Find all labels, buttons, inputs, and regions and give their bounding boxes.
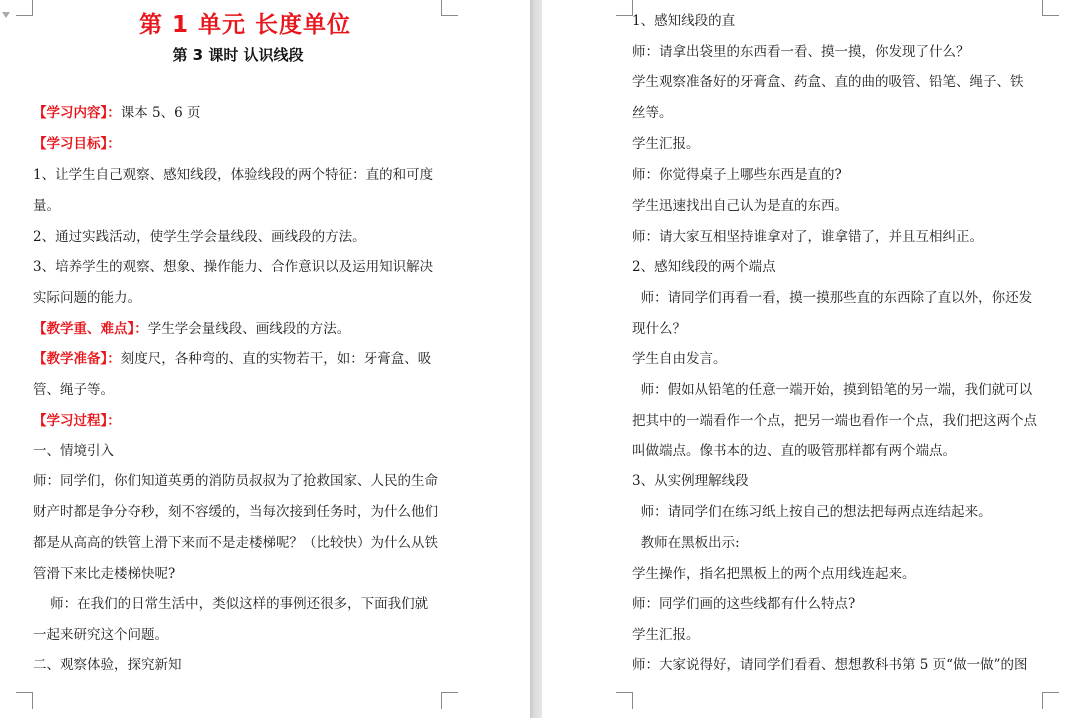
- line-text: 二、观察体验，探究新知: [33, 657, 182, 673]
- section-label: 【学习内容】：: [33, 105, 121, 121]
- line-text: 管、绳子等。: [33, 382, 114, 398]
- text-line: [33, 412, 121, 430]
- text-line: [33, 258, 433, 276]
- text-line: [33, 166, 433, 184]
- text-line: [33, 350, 431, 368]
- line-text: 2、通过实践活动，使学生学会量线段、画线段的方法。: [33, 229, 366, 245]
- line-text: 实际问题的能力。: [33, 290, 141, 306]
- text-line: 现什么？: [632, 321, 686, 337]
- text-line: 2、感知线段的两个端点: [632, 259, 776, 275]
- text-line: 师：你觉得桌子上哪些东西是直的?: [632, 167, 842, 183]
- text-line: [33, 503, 438, 521]
- section-label: 【教学重、难点】：: [33, 321, 148, 337]
- text-line: 学生观察准备好的牙膏盒、药盒、直的曲的吸管、铅笔、绳子、铁: [632, 74, 1024, 90]
- page-gap: [530, 0, 542, 718]
- line-text: 刻度尺，各种弯的、直的实物若干，如：牙膏盒、吸: [120, 351, 432, 367]
- crop-mark-icon: [16, 692, 33, 709]
- line-text: 一、情境引入: [33, 443, 114, 459]
- line-text: 量。: [33, 198, 60, 214]
- text-line: 学生汇报。: [632, 627, 700, 643]
- text-line: 1、感知线段的直: [632, 13, 736, 29]
- text-line: 学生汇报。: [632, 136, 700, 152]
- section-label: 【学习过程】：: [33, 413, 121, 429]
- text-line: 教师在黑板出示:: [632, 535, 740, 551]
- crop-mark-icon: [616, 692, 633, 709]
- text-line: 师：请大家互相坚持谁拿对了，谁拿错了，并且互相纠正。: [632, 229, 983, 245]
- line-text: 一起来研究这个问题。: [33, 627, 168, 643]
- line-text: 学生学会量线段、画线段的方法。: [147, 321, 351, 337]
- text-line: [33, 442, 114, 460]
- document-page-left: [0, 0, 530, 718]
- text-line: 师：请同学们在练习纸上按自己的想法把每两点连结起来。: [632, 504, 992, 520]
- text-line: [33, 197, 60, 215]
- text-line: 学生迅速找出自己认为是直的东西。: [632, 198, 848, 214]
- page-title: 第 1 单元 长度单位: [138, 12, 352, 38]
- line-text: 师：同学们，你们知道英勇的消防员叔叔为了抢救国家、人民的生命: [33, 473, 438, 489]
- line-text: 财产时都是争分夺秒，刻不容缓的，当每次接到任务时，为什么他们: [33, 504, 438, 520]
- text-line: [33, 104, 201, 122]
- text-line: [33, 595, 428, 613]
- text-line: 叫做端点。像书本的边、直的吸管那样都有两个端点。: [632, 443, 956, 459]
- text-line: [33, 320, 350, 338]
- section-label: 【教学准备】：: [33, 351, 121, 367]
- text-line: 把其中的一端看作一个点，把另一端也看作一个点，我们把这两个点: [632, 413, 1037, 429]
- line-text: 都是从高高的铁管上滑下来而不是走楼梯呢？（比较快）为什么从铁: [33, 535, 438, 551]
- text-line: 师：请同学们再看一看，摸一摸那些直的东西除了直以外，你还发: [632, 290, 1033, 306]
- text-line: [33, 565, 175, 583]
- text-line: 丝等。: [632, 105, 673, 121]
- text-line: 师：请拿出袋里的东西看一看、摸一摸，你发现了什么？: [632, 44, 970, 60]
- text-line: [33, 472, 438, 490]
- text-line: [33, 135, 121, 153]
- line-text: 1、让学生自己观察、感知线段，体验线段的两个特征：直的和可度: [33, 167, 434, 183]
- lesson-subtitle: 第 3 课时 认识线段: [172, 46, 304, 64]
- crop-mark-icon: [616, 0, 633, 16]
- crop-mark-icon: [1042, 0, 1059, 16]
- section-label: 【学习目标】：: [33, 136, 121, 152]
- text-line: [33, 534, 438, 552]
- crop-mark-icon: [441, 692, 458, 709]
- text-line: 师：大家说得好，请同学们看看、想想教科书第 5 页“做一做”的图: [632, 657, 1028, 673]
- document-page-right: [542, 0, 1080, 718]
- text-line: [33, 289, 141, 307]
- text-line: [33, 381, 114, 399]
- text-line: 学生自由发言。: [632, 351, 727, 367]
- text-line: [33, 656, 182, 674]
- text-line: 师：假如从铅笔的任意一端开始，摸到铅笔的另一端，我们就可以: [632, 382, 1033, 398]
- crop-mark-icon: [1042, 692, 1059, 709]
- line-text: 课本 5、6 页: [120, 105, 201, 121]
- text-line: [33, 626, 168, 644]
- text-line: [33, 228, 366, 246]
- text-line: 师：同学们画的这些线都有什么特点?: [632, 596, 856, 612]
- line-text: 3、培养学生的观察、想象、操作能力、合作意识以及运用知识解决: [33, 259, 434, 275]
- line-text: 师：在我们的日常生活中，类似这样的事例还很多，下面我们就: [33, 596, 429, 612]
- text-line: 3、从实例理解线段: [632, 473, 749, 489]
- text-line: 学生操作，指名把黑板上的两个点用线连起来。: [632, 566, 916, 582]
- line-text: 管滑下来比走楼梯快呢?: [33, 566, 176, 582]
